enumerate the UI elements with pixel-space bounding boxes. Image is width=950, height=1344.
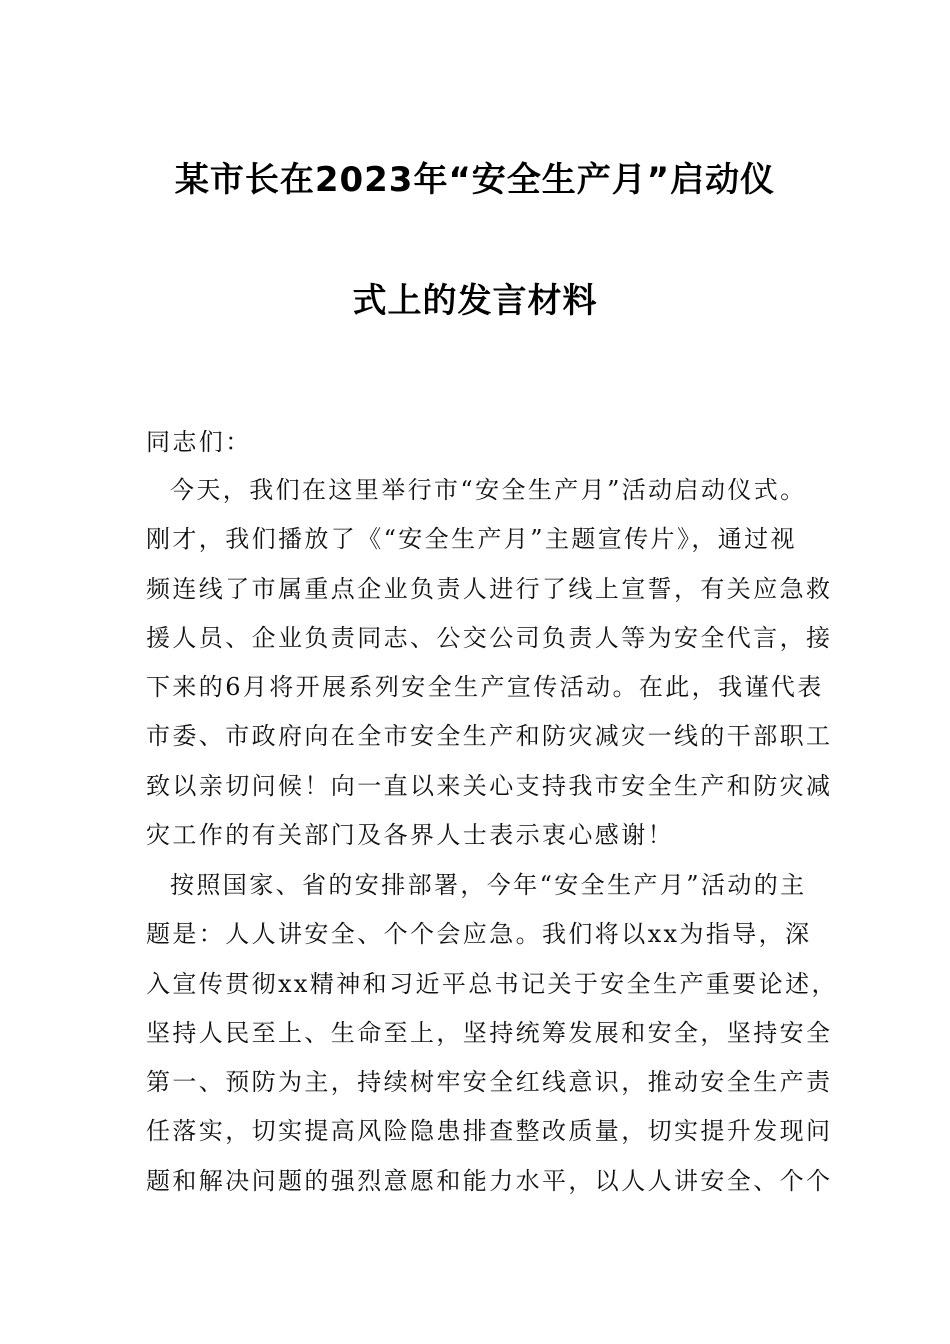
- paragraph-2-line: 坚持人民至上、生命至上，坚持统筹发展和安全，坚持安全: [146, 1018, 833, 1047]
- paragraph-1-line: 频连线了市属重点企业负责人进行了线上宣誓，有关应急救: [146, 574, 833, 603]
- paragraph-1-line: 下来的6月将开展系列安全生产宣传活动。在此，我谨代表: [146, 673, 824, 702]
- paragraph-1-line: 今天，我们在这里举行市“安全生产月”活动启动仪式。: [170, 476, 807, 504]
- salutation: 同志们：: [146, 428, 252, 456]
- paragraph-2-line: 按照国家、省的安排部署，今年“安全生产月”活动的主: [170, 871, 807, 899]
- paragraph-1: [146, 466, 833, 860]
- document-title-line-1: 某市长在2023年“安全生产月”启动仪: [174, 160, 776, 200]
- paragraph-1-line: 致以亲切问候！向一直以来关心支持我市安全生产和防灾减: [146, 771, 833, 800]
- paragraph-2-line: 题是：人人讲安全、个个会应急。我们将以xx为指导，深: [146, 920, 812, 949]
- paragraph-1-line: 援人员、企业负责同志、公交公司负责人等为安全代言，接: [146, 623, 833, 652]
- paragraph-1-line: 市委、市政府向在全市安全生产和防灾减灾一线的干部职工: [146, 722, 833, 751]
- paragraph-2-line: 第一、预防为主，持续树牢安全红线意识，推动安全生产责: [146, 1068, 833, 1097]
- paragraph-2-line: 题和解决问题的强烈意愿和能力水平，以人人讲安全、个个: [146, 1166, 833, 1195]
- paragraph-1-line: 刚才，我们播放了《“安全生产月”主题宣传片》，通过视: [146, 525, 797, 554]
- paragraph-1-line: 灾工作的有关部门及各界人士表示衷心感谢！: [146, 821, 674, 850]
- paragraph-2: [146, 861, 838, 1206]
- paragraph-2-line: 任落实，切实提高风险隐患排查整改质量，切实提升发现问: [146, 1117, 833, 1146]
- document-title-line-2: 式上的发言材料: [352, 281, 598, 321]
- paragraph-2-line: 入宣传贯彻xx精神和习近平总书记关于安全生产重要论述，: [146, 969, 838, 998]
